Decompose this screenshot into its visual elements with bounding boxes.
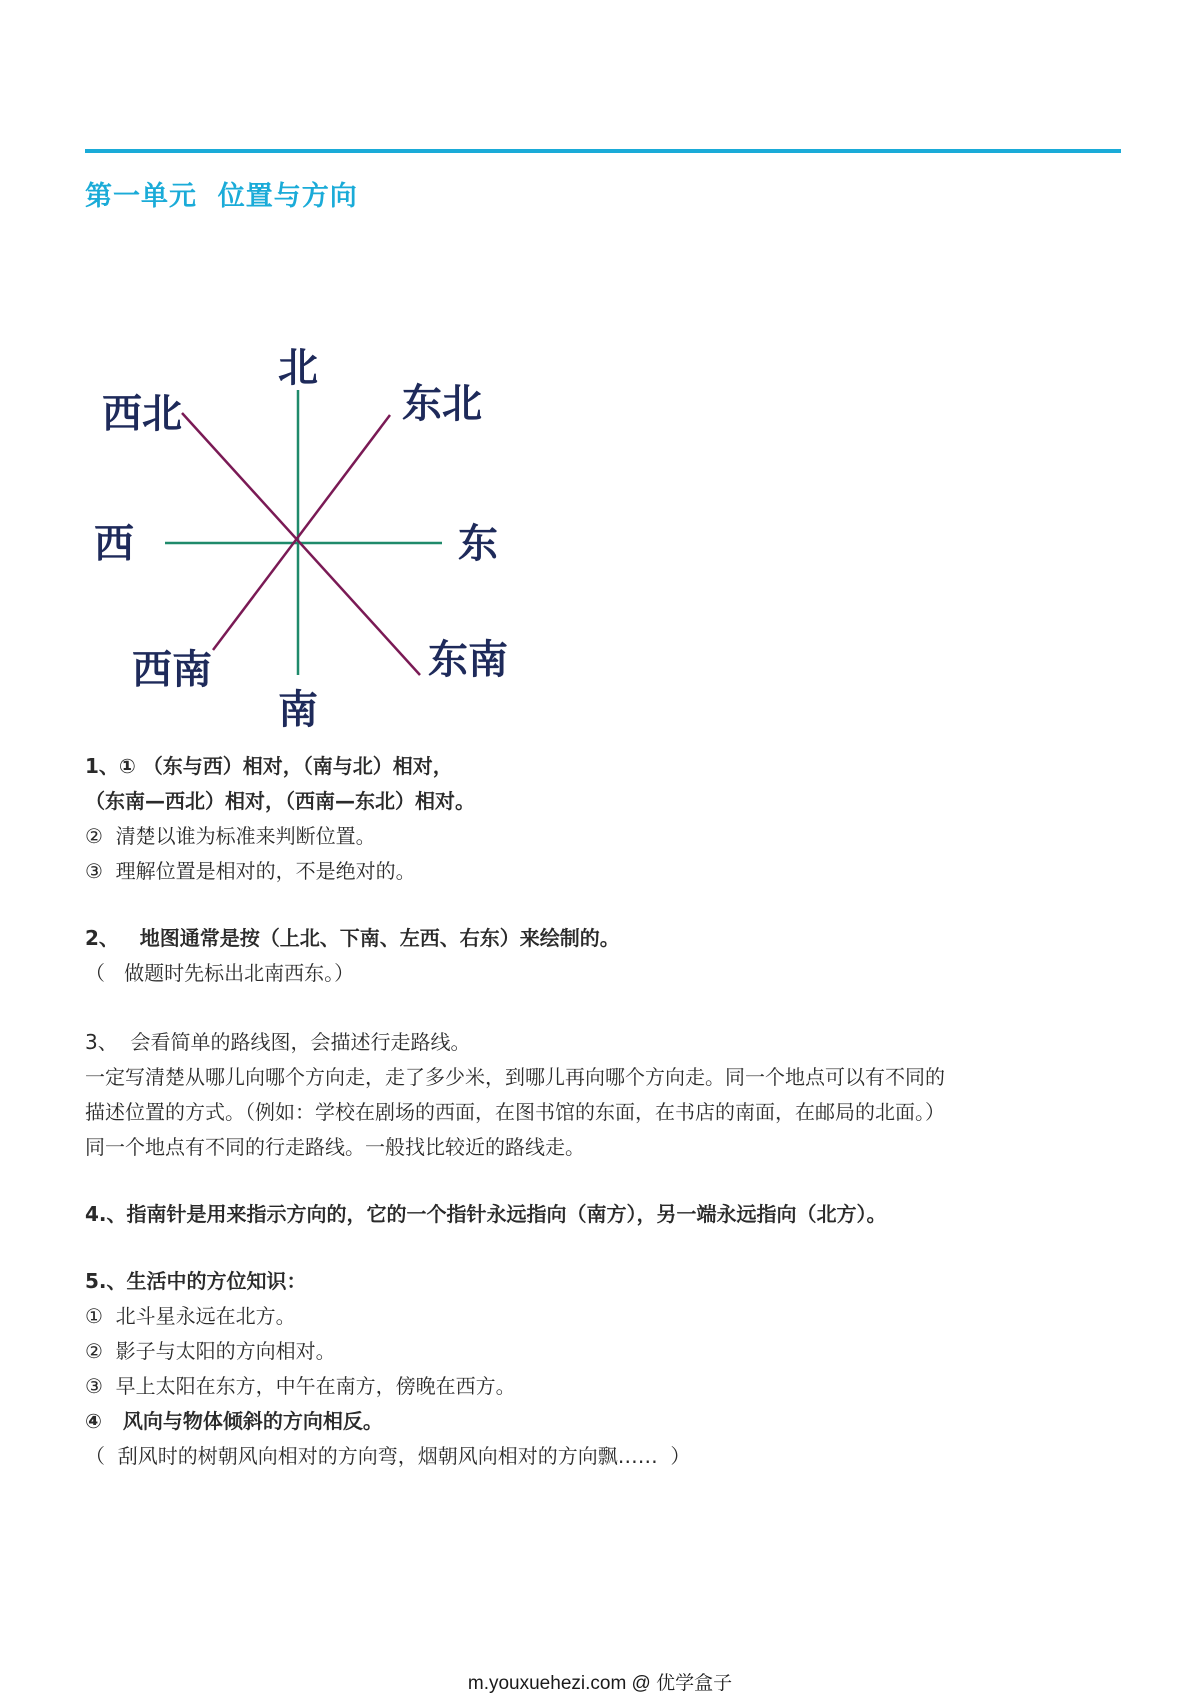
label-northeast: 东北 [402, 380, 482, 427]
label-south: 南 [278, 686, 318, 733]
label-east: 东 [458, 520, 498, 567]
page-title: 第一单元 位置与方向 [85, 181, 358, 212]
label-southwest: 西南 [132, 646, 212, 693]
section-3-line-2: 一定写清楚从哪儿向哪个方向走，走了多少米，到哪儿再向哪个方向走。同一个地点可以有不同的 [85, 1065, 945, 1089]
section-3-line-1: 3、 会看简单的路线图，会描述行走路线。 [85, 1030, 471, 1054]
section-5-line-3: ② 影子与太阳的方向相对。 [85, 1339, 336, 1363]
section-5-line-6: （ 刮风时的树朝风向相对的方向弯，烟朝风向相对的方向飘…… ） [85, 1444, 691, 1468]
section-1-line-4: ③ 理解位置是相对的，不是绝对的。 [85, 859, 416, 883]
section-3-line-3: 描述位置的方式。（例如：学校在剧场的西面，在图书馆的东面，在书店的南面，在邮局的北面。） [85, 1100, 945, 1124]
section-4-line-1: 4.、指南针是用来指示方向的，它的一个指针永远指向（南方），另一端永远指向（北方）。 [85, 1202, 887, 1226]
section-5-line-4: ③ 早上太阳在东方，中午在南方，傍晚在西方。 [85, 1374, 516, 1398]
header-divider [85, 149, 1121, 153]
label-northwest: 西北 [102, 390, 182, 437]
section-3-line-4: 同一个地点有不同的行走路线。一般找比较近的路线走。 [85, 1135, 585, 1159]
section-2-line-1: 2、 地图通常是按（上北、下南、左西、右东）来绘制的。 [85, 926, 620, 950]
section-1-line-3: ② 清楚以谁为标准来判断位置。 [85, 824, 376, 848]
section-1-line-1: 1、① （东与西）相对，（南与北）相对， [85, 754, 453, 778]
northeast-southwest-axis [213, 415, 390, 650]
label-southeast: 东南 [428, 636, 508, 683]
label-west: 西 [94, 520, 134, 567]
label-north: 北 [278, 345, 318, 391]
section-5-line-5: ④ 风向与物体倾斜的方向相反。 [85, 1409, 383, 1433]
section-2-line-2: （ 做题时先标出北南西东。） [85, 961, 355, 985]
section-1-line-2: （东南—西北）相对，（西南—东北）相对。 [85, 789, 475, 813]
section-5-line-2: ① 北斗星永远在北方。 [85, 1304, 296, 1328]
footer-watermark: m.youxuehezi.com @ 优学盒子 [467, 1673, 733, 1694]
compass-diagram [90, 345, 550, 740]
section-5-line-1: 5.、生活中的方位知识： [85, 1269, 307, 1293]
